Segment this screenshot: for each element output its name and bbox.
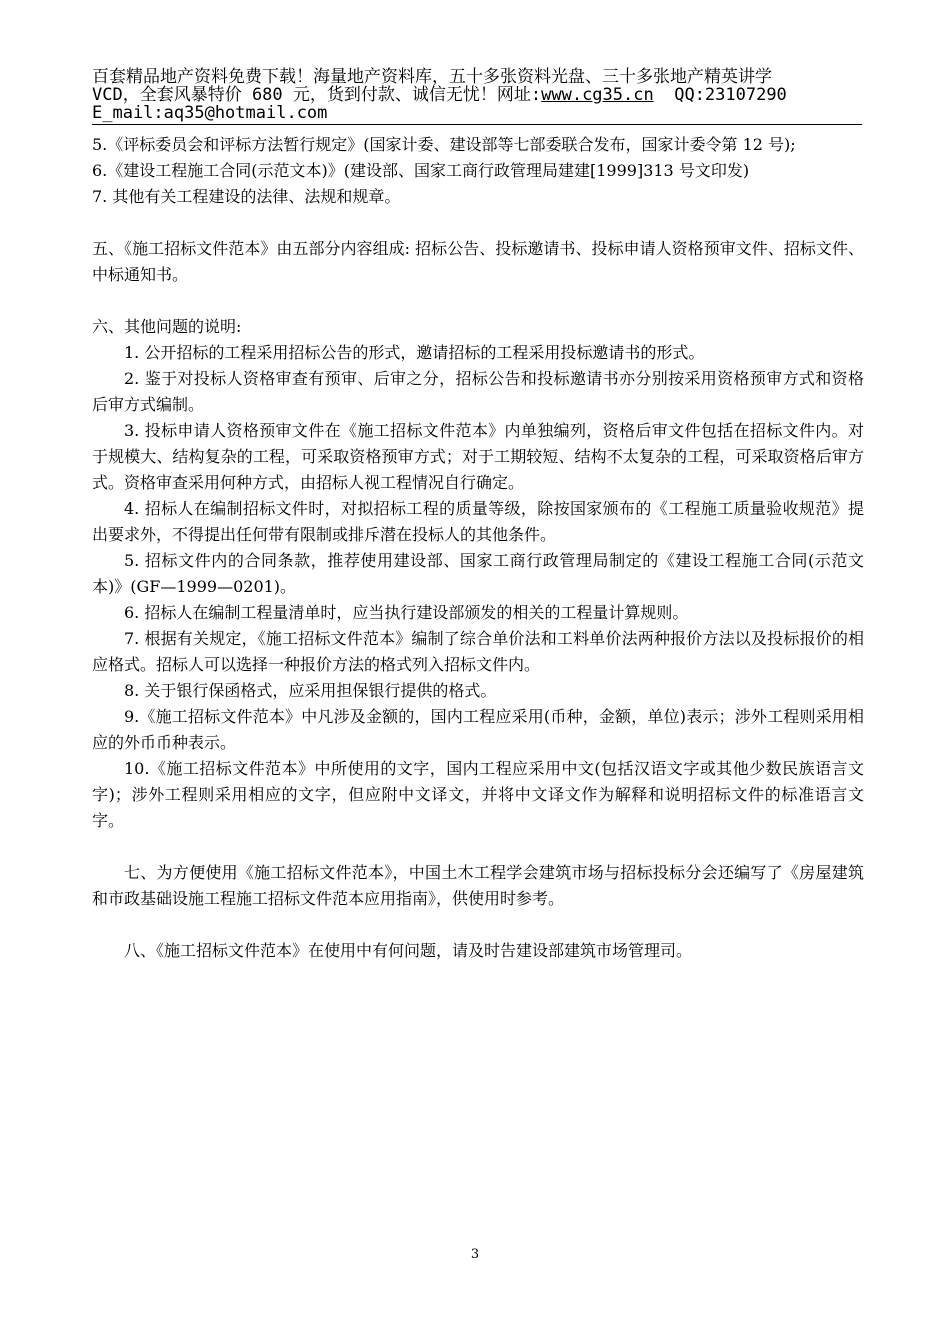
header-line-1: 百套精品地产资料免费下载！海量地产资料库，五十多张资料光盘、三十多张地产精英讲学 [92,67,772,87]
note-item-10: 10.《施工招标文件范本》中所使用的文字，国内工程应采用中文(包括汉语文字或其他少数民族语言文字)；涉外工程则采用相应的文字，但应附中文译文，并将中文译文作为解释和说明招标文件的标准语言文字。 [92,759,864,830]
section-7: 七、为方便使用《施工招标文件范本》，中国土木工程学会建筑市场与招标投标分会还编写了《房屋建筑和市政基础设施工程施工招标文件范本应用指南》，供使用时参考。 [92,863,864,908]
note-item-3: 3. 投标申请人资格预审文件在《施工招标文件范本》内单独编列，资格后审文件包括在招标文件内。对于规模大、结构复杂的工程，可采取资格预审方式；对于工期较短、结构不太复杂的工程，可采取资格后审方式。资格审查采用何种方式，由招标人视工程情况自行确定。 [92,421,864,492]
header-email[interactable]: E_mail:aq35@hotmail.com [92,103,328,123]
law-item-6: 6.《建设工程施工合同(示范文本)》(建设部、国家工商行政管理局建建[1999]313 号文印发) [92,161,750,180]
website-link[interactable]: www.cg35.cn [541,85,654,105]
spacer [92,912,864,938]
law-item-5: 5.《评标委员会和评标方法暂行规定》(国家计委、建设部等七部委联合发布，国家计委令第 12 号); [92,135,796,154]
section-6-title: 六、其他问题的说明: [92,317,242,336]
note-item-4: 4. 招标人在编制招标文件时，对拟招标工程的质量等级，除按国家颁布的《工程施工质量验收规范》提出要求外，不得提出任何带有限制或排斥潜在投标人的其他条件。 [92,499,864,544]
note-item-9: 9.《施工招标文件范本》中凡涉及金额的，国内工程应采用(币种，金额，单位)表示；涉外工程则采用相应的外币币种表示。 [92,707,864,752]
page-header [92,68,862,125]
page-number: 3 [470,1247,480,1262]
header-divider [92,124,862,125]
note-item-8: 8. 关于银行保函格式，应采用担保银行提供的格式。 [124,681,497,700]
document-body [92,132,864,964]
header-line-2 [92,86,862,104]
section-8: 八、《施工招标文件范本》在使用中有何问题，请及时告建设部建筑市场管理司。 [124,941,693,960]
note-item-7: 7. 根据有关规定，《施工招标文件范本》编制了综合单价法和工料单价法两种报价方法以及投标报价的相应格式。招标人可以选择一种报价方法的格式列入招标文件内。 [92,629,864,674]
note-item-6: 6. 招标人在编制工程量清单时，应当执行建设部颁发的相关的工程量计算规则。 [124,603,689,622]
spacer [92,288,864,314]
note-item-2: 2. 鉴于对投标人资格审查有预审、后审之分，招标公告和投标邀请书亦分别按采用资格预审方式和资格后审方式编制。 [92,369,864,414]
law-item-7: 7. 其他有关工程建设的法律、法规和规章。 [92,187,401,206]
header-promo-text: VCD，全套风暴特价 680 元，货到付款、诚信无忧！网址: [92,85,542,105]
header-qq: QQ:23107290 [674,85,787,105]
note-item-5: 5. 招标文件内的合同条款，推荐使用建设部、国家工商行政管理局制定的《建设工程施工合同(示范文本)》(GF—1999—0201)。 [92,551,864,596]
spacer [92,834,864,860]
note-item-1: 1. 公开招标的工程采用招标公告的形式，邀请招标的工程采用投标邀请书的形式。 [124,343,705,362]
spacer [92,210,864,236]
section-5: 五、《施工招标文件范本》由五部分内容组成: 招标公告、投标邀请书、投标申请人资格预审文件、招标文件、中标通知书。 [92,239,864,284]
